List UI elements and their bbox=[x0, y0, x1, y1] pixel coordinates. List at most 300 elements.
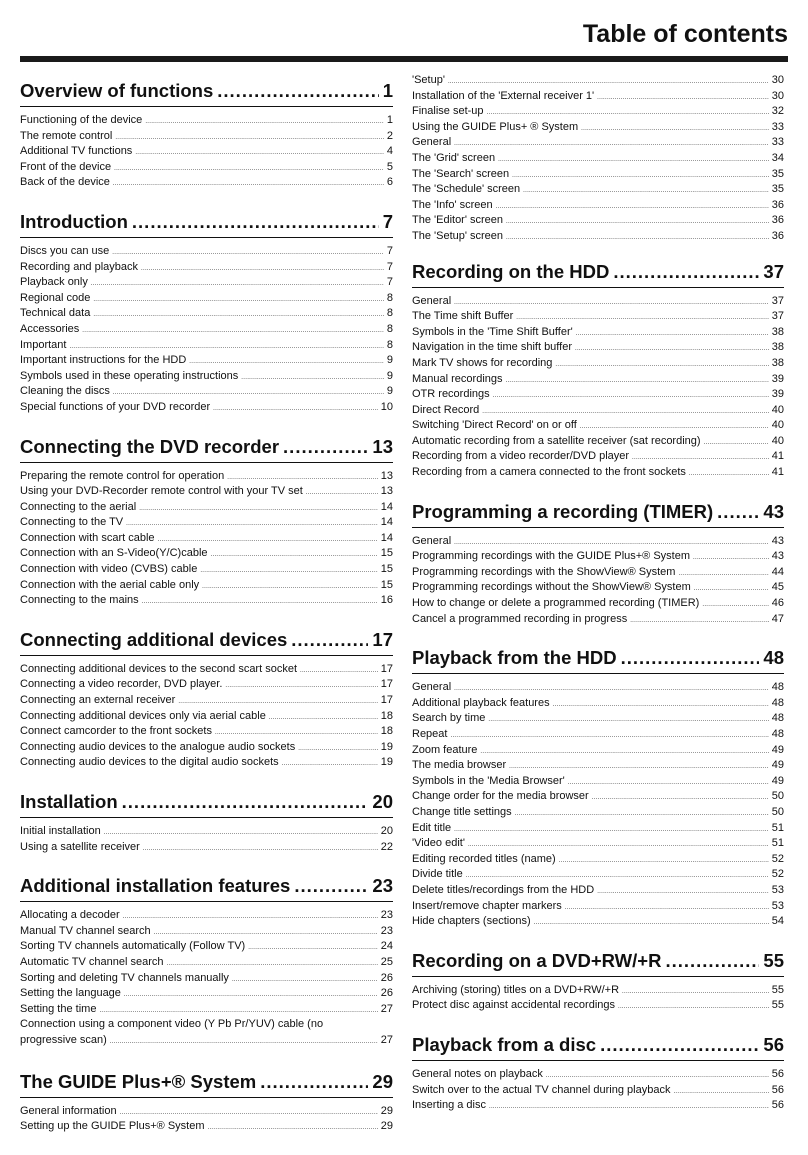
toc-section bbox=[412, 1034, 784, 1114]
toc-entry-text: Technical data bbox=[20, 307, 91, 320]
toc-entry[interactable] bbox=[20, 338, 393, 354]
toc-entry-text: Inserting a disc bbox=[412, 1099, 486, 1112]
toc-entry-page: 49 bbox=[771, 759, 784, 772]
toc-entry-page: 13 bbox=[380, 485, 393, 498]
leader-dots bbox=[225, 679, 377, 695]
toc-entry[interactable] bbox=[412, 167, 784, 183]
toc-entry[interactable] bbox=[20, 531, 393, 547]
spacer bbox=[412, 245, 784, 261]
toc-entry-line bbox=[20, 1033, 393, 1051]
toc-entry[interactable] bbox=[20, 908, 393, 924]
toc-entry-text: Accessories bbox=[20, 322, 80, 335]
leader-dots bbox=[592, 791, 769, 807]
leader-dots bbox=[115, 131, 384, 147]
toc-entry-page: 19 bbox=[380, 756, 393, 769]
leader-dots bbox=[613, 261, 759, 283]
toc-entry-page: 19 bbox=[380, 740, 393, 753]
toc-entry[interactable] bbox=[412, 852, 784, 868]
toc-entry[interactable] bbox=[412, 758, 784, 774]
toc-entry-page: 41 bbox=[771, 466, 784, 479]
toc-entry[interactable] bbox=[412, 983, 784, 999]
toc-entry-text: Mark TV shows for recording bbox=[412, 356, 553, 369]
leader-dots bbox=[618, 1000, 769, 1016]
toc-entry-page: 23 bbox=[380, 909, 393, 922]
toc-entry-text: Connecting audio devices to the digital audio sockets bbox=[20, 756, 279, 769]
toc-entry-page: 36 bbox=[771, 198, 784, 211]
toc-entry[interactable] bbox=[20, 955, 393, 971]
toc-entry-text: General bbox=[412, 534, 452, 547]
section-heading[interactable] bbox=[20, 629, 393, 656]
toc-entry-text: Playback only bbox=[20, 276, 88, 289]
toc-entry[interactable] bbox=[412, 449, 784, 465]
toc-entry[interactable] bbox=[412, 774, 784, 790]
toc-entry[interactable] bbox=[412, 182, 784, 198]
section-page: 55 bbox=[763, 949, 784, 971]
section-title: Recording on the HDD bbox=[412, 260, 610, 282]
leader-dots bbox=[145, 115, 384, 131]
toc-entry[interactable] bbox=[412, 418, 784, 434]
toc-entry-text: Divide title bbox=[412, 868, 463, 881]
toc-entry[interactable] bbox=[20, 384, 393, 400]
toc-entry[interactable] bbox=[412, 465, 784, 481]
leader-dots bbox=[553, 698, 769, 714]
toc-entry[interactable] bbox=[20, 469, 393, 485]
toc-entry[interactable] bbox=[20, 693, 393, 709]
toc-entry-page: 32 bbox=[771, 105, 784, 118]
leader-dots bbox=[534, 916, 769, 932]
toc-entry[interactable] bbox=[20, 562, 393, 578]
section-heading[interactable] bbox=[20, 875, 393, 902]
leader-dots bbox=[269, 711, 378, 727]
toc-entry-text: Connecting additional devices only via aerial cable bbox=[20, 709, 266, 722]
toc-entry[interactable] bbox=[20, 677, 393, 693]
leader-dots bbox=[693, 551, 769, 567]
section-heading[interactable] bbox=[20, 436, 393, 463]
toc-entry-text: Allocating a decoder bbox=[20, 909, 120, 922]
section-page: 13 bbox=[372, 435, 393, 457]
toc-entry-text: Change order for the media browser bbox=[412, 790, 589, 803]
toc-entry-text: Connecting an external receiver bbox=[20, 694, 176, 707]
section-page: 43 bbox=[763, 500, 784, 522]
toc-entry-page: 43 bbox=[771, 550, 784, 563]
leader-dots bbox=[498, 153, 769, 169]
leader-dots bbox=[298, 742, 378, 758]
section-title: Overview of functions bbox=[20, 80, 214, 101]
toc-entry-line: Connection using a component video (Y Pb Pr/YUV) cable (no bbox=[20, 1018, 324, 1031]
toc-entry[interactable] bbox=[20, 971, 393, 987]
toc-entry-text: Recording from a video recorder/DVD player bbox=[412, 450, 630, 463]
toc-entry[interactable] bbox=[412, 387, 784, 403]
toc-entry-text: Recording from a camera connected to the front sockets bbox=[412, 466, 686, 479]
toc-entry-text: The 'Info' screen bbox=[412, 198, 493, 211]
toc-entry-page: 15 bbox=[380, 578, 393, 591]
leader-dots bbox=[300, 664, 378, 680]
toc-entry[interactable] bbox=[20, 1104, 393, 1120]
toc-entry[interactable] bbox=[412, 680, 784, 696]
toc-entry[interactable] bbox=[412, 899, 784, 915]
toc-entry-page: 49 bbox=[771, 774, 784, 787]
toc-entry-text: Zoom feature bbox=[412, 743, 478, 756]
toc-entry-page: 26 bbox=[380, 971, 393, 984]
toc-entry-text: Additional TV functions bbox=[20, 145, 133, 158]
toc-section bbox=[20, 80, 393, 191]
toc-entry[interactable] bbox=[412, 309, 784, 325]
toc-entry[interactable] bbox=[20, 840, 393, 856]
toc-entry[interactable] bbox=[412, 789, 784, 805]
toc-entry[interactable] bbox=[412, 883, 784, 899]
toc-entry-page: 17 bbox=[380, 662, 393, 675]
toc-entry-text: Sorting TV channels automatically (Follow TV) bbox=[20, 940, 246, 953]
toc-entry-text: Protect disc against accidental recordings bbox=[412, 999, 615, 1012]
toc-entry-text: 'Setup' bbox=[412, 74, 445, 86]
toc-entry[interactable] bbox=[20, 824, 393, 840]
toc-entry-page: 50 bbox=[771, 790, 784, 803]
toc-entry[interactable] bbox=[412, 580, 784, 596]
toc-entry[interactable] bbox=[412, 73, 784, 89]
section-heading[interactable] bbox=[20, 80, 393, 107]
toc-entry[interactable] bbox=[20, 160, 393, 176]
toc-entry[interactable] bbox=[20, 260, 393, 276]
toc-entry[interactable] bbox=[20, 515, 393, 531]
section-page: 1 bbox=[382, 80, 393, 101]
toc-entry[interactable] bbox=[20, 306, 393, 322]
toc-entry[interactable] bbox=[20, 129, 393, 145]
toc-entry[interactable] bbox=[412, 821, 784, 837]
leader-dots bbox=[91, 277, 384, 293]
toc-entry[interactable] bbox=[412, 743, 784, 759]
toc-entry[interactable] bbox=[20, 724, 393, 740]
toc-entry-text: Direct Record bbox=[412, 403, 480, 416]
toc-entry-page: 17 bbox=[380, 694, 393, 707]
leader-dots bbox=[126, 517, 378, 533]
leader-dots bbox=[673, 1085, 768, 1101]
page-title: Table of contents bbox=[582, 20, 788, 48]
toc-entry[interactable] bbox=[20, 986, 393, 1002]
toc-entry-page: 22 bbox=[380, 840, 393, 853]
toc-entry-page: 36 bbox=[771, 229, 784, 242]
leader-dots bbox=[142, 595, 378, 611]
toc-entry[interactable] bbox=[412, 612, 784, 628]
toc-entry[interactable] bbox=[412, 1098, 784, 1114]
leader-dots bbox=[139, 502, 378, 518]
leader-dots bbox=[630, 614, 769, 630]
toc-entry-page: 54 bbox=[771, 915, 784, 928]
toc-entry[interactable] bbox=[20, 322, 393, 338]
toc-entry[interactable] bbox=[412, 1083, 784, 1099]
toc-entry-text: Connecting audio devices to the analogue audio sockets bbox=[20, 740, 296, 753]
toc-entry-page: 40 bbox=[771, 403, 784, 416]
leader-dots bbox=[689, 467, 769, 483]
leader-dots bbox=[123, 910, 378, 926]
toc-entry-text: Connecting to the mains bbox=[20, 594, 139, 607]
toc-entry-page: 24 bbox=[380, 940, 393, 953]
toc-left-column bbox=[20, 80, 393, 1155]
toc-entry-page: 9 bbox=[386, 369, 393, 382]
toc-entry[interactable] bbox=[412, 356, 784, 372]
toc-entry-text: progressive scan) bbox=[20, 1033, 107, 1046]
section-heading[interactable] bbox=[20, 791, 393, 818]
toc-entry-text: General information bbox=[20, 1104, 117, 1117]
leader-dots bbox=[282, 757, 378, 773]
toc-entry-text: Installation of the 'External receiver 1' bbox=[412, 89, 595, 102]
toc-entry[interactable] bbox=[20, 1017, 393, 1050]
section-heading[interactable] bbox=[20, 1071, 393, 1098]
toc-entry-text: Setting the language bbox=[20, 987, 121, 1000]
toc-entry-page: 55 bbox=[771, 999, 784, 1012]
toc-entry-page: 26 bbox=[380, 987, 393, 1000]
toc-entry-text: General notes on playback bbox=[412, 1067, 543, 1080]
toc-entry-page: 7 bbox=[386, 276, 393, 289]
toc-entry-text: Symbols used in these operating instructions bbox=[20, 369, 239, 382]
toc-entry[interactable] bbox=[412, 434, 784, 450]
toc-entry[interactable] bbox=[412, 867, 784, 883]
section-title: The GUIDE Plus+® System bbox=[20, 1070, 257, 1092]
toc-entry[interactable] bbox=[412, 213, 784, 229]
toc-entry-text: Using your DVD-Recorder remote control with your TV set bbox=[20, 485, 303, 498]
toc-entry[interactable] bbox=[20, 500, 393, 516]
toc-entry-page: 38 bbox=[771, 341, 784, 354]
leader-dots bbox=[678, 567, 768, 583]
toc-entry-text: Archiving (storing) titles on a DVD+RW/+R bbox=[412, 983, 620, 996]
toc-entry-page: 51 bbox=[771, 821, 784, 834]
toc-entry-page: 51 bbox=[771, 837, 784, 850]
toc-entry-text: Switching 'Direct Record' on or off bbox=[412, 419, 577, 432]
toc-entry[interactable] bbox=[20, 924, 393, 940]
toc-entry-page: 55 bbox=[771, 983, 784, 996]
toc-entry[interactable] bbox=[20, 484, 393, 500]
toc-entry[interactable] bbox=[412, 998, 784, 1014]
toc-entry[interactable] bbox=[412, 696, 784, 712]
section-title: Programming a recording (TIMER) bbox=[412, 500, 714, 522]
toc-entry-page: 5 bbox=[386, 160, 393, 173]
toc-entry[interactable] bbox=[412, 104, 784, 120]
toc-entry-page: 27 bbox=[380, 1002, 393, 1015]
toc-entry[interactable] bbox=[20, 755, 393, 771]
toc-entry-page: 10 bbox=[380, 400, 393, 413]
toc-entry-page: 53 bbox=[771, 883, 784, 896]
toc-entry[interactable] bbox=[20, 369, 393, 385]
section-heading[interactable] bbox=[412, 1034, 784, 1061]
section-heading[interactable] bbox=[412, 647, 784, 674]
toc-entry-text: Connection with the aerial cable only bbox=[20, 578, 200, 591]
toc-entry-page: 9 bbox=[386, 354, 393, 367]
toc-entry[interactable] bbox=[412, 89, 784, 105]
toc-entry[interactable] bbox=[20, 578, 393, 594]
toc-entry-page: 1 bbox=[386, 114, 393, 126]
toc-entry-text: Sorting and deleting TV channels manually bbox=[20, 971, 229, 984]
toc-entry-text: Special functions of your DVD recorder bbox=[20, 400, 211, 413]
section-heading[interactable] bbox=[412, 261, 784, 288]
toc-entry-page: 15 bbox=[380, 547, 393, 560]
toc-entry-text: Cancel a programmed recording in progress bbox=[412, 612, 628, 625]
toc-entry[interactable] bbox=[412, 805, 784, 821]
toc-entry[interactable] bbox=[20, 175, 393, 191]
leader-dots bbox=[283, 436, 368, 458]
leader-dots bbox=[217, 80, 378, 102]
toc-entry-text: Symbols in the 'Time Shift Buffer' bbox=[412, 325, 573, 338]
toc-entry-text: OTR recordings bbox=[412, 388, 490, 401]
toc-entry[interactable] bbox=[412, 534, 784, 550]
toc-entry-text: Navigation in the time shift buffer bbox=[412, 341, 572, 354]
toc-entry-text: Initial installation bbox=[20, 825, 101, 837]
leader-dots bbox=[559, 854, 769, 870]
section-page: 37 bbox=[763, 260, 784, 282]
toc-section bbox=[412, 647, 784, 930]
leader-dots bbox=[597, 885, 769, 901]
toc-entry-page: 53 bbox=[771, 899, 784, 912]
toc-entry[interactable] bbox=[20, 1119, 393, 1135]
leader-dots bbox=[454, 823, 769, 839]
toc-entry[interactable] bbox=[20, 244, 393, 260]
toc-entry[interactable] bbox=[20, 740, 393, 756]
toc-entry-page: 52 bbox=[771, 868, 784, 881]
toc-entry-text: Automatic recording from a satellite receiver (sat recording) bbox=[412, 434, 701, 447]
toc-entry-page: 18 bbox=[380, 709, 393, 722]
toc-entry[interactable] bbox=[20, 400, 393, 416]
toc-section bbox=[20, 211, 393, 416]
toc-entry-page: 16 bbox=[380, 594, 393, 607]
toc-entry[interactable] bbox=[412, 229, 784, 245]
toc-entry-page: 56 bbox=[771, 1083, 784, 1096]
toc-entry[interactable] bbox=[412, 403, 784, 419]
toc-entry[interactable] bbox=[412, 836, 784, 852]
toc-entry-page: 14 bbox=[380, 531, 393, 544]
toc-entry[interactable] bbox=[412, 1067, 784, 1083]
toc-section bbox=[20, 791, 393, 855]
toc-entry[interactable] bbox=[412, 198, 784, 214]
toc-entry[interactable] bbox=[20, 113, 393, 129]
leader-dots bbox=[597, 91, 769, 107]
toc-entry[interactable] bbox=[412, 914, 784, 930]
toc-entry-text: Connect camcorder to the front sockets bbox=[20, 725, 212, 738]
leader-dots bbox=[291, 629, 368, 651]
toc-entry-text: Connection with video (CVBS) cable bbox=[20, 563, 198, 576]
toc-entry[interactable] bbox=[20, 662, 393, 678]
leader-dots bbox=[506, 231, 769, 247]
leader-dots bbox=[523, 184, 769, 200]
toc-entry-page: 8 bbox=[386, 291, 393, 304]
leader-dots bbox=[480, 745, 768, 761]
section-heading[interactable] bbox=[412, 501, 784, 528]
leader-dots bbox=[506, 215, 769, 231]
toc-entry-page: 35 bbox=[771, 183, 784, 196]
toc-entry-text: Automatic TV channel search bbox=[20, 955, 164, 968]
toc-entry[interactable] bbox=[412, 151, 784, 167]
toc-section bbox=[20, 629, 393, 771]
toc-entry[interactable] bbox=[20, 353, 393, 369]
toc-entry[interactable] bbox=[20, 593, 393, 609]
toc-entry-text: General bbox=[412, 681, 452, 694]
leader-dots bbox=[241, 371, 384, 387]
toc-entry-page: 6 bbox=[386, 176, 393, 189]
toc-entry-text: Regional code bbox=[20, 291, 91, 304]
toc-entry-page: 20 bbox=[380, 825, 393, 837]
toc-entry-text: Programming recordings with the GUIDE Plus+® System bbox=[412, 550, 691, 563]
toc-entry[interactable] bbox=[20, 291, 393, 307]
toc-entry-page: 8 bbox=[386, 307, 393, 320]
toc-entry-text: Setting up the GUIDE Plus+® System bbox=[20, 1120, 205, 1133]
toc-entry[interactable] bbox=[20, 709, 393, 725]
toc-entry-text: Manual TV channel search bbox=[20, 924, 151, 937]
toc-entry[interactable] bbox=[20, 939, 393, 955]
toc-section bbox=[412, 261, 784, 481]
toc-entry[interactable] bbox=[412, 325, 784, 341]
toc-entry[interactable] bbox=[412, 549, 784, 565]
toc-right-column bbox=[412, 74, 784, 1134]
toc-section bbox=[412, 950, 784, 1014]
toc-entry[interactable] bbox=[412, 596, 784, 612]
leader-dots bbox=[493, 389, 769, 405]
toc-entry[interactable] bbox=[20, 546, 393, 562]
toc-entry-text: The 'Search' screen bbox=[412, 167, 510, 180]
leader-dots bbox=[506, 374, 769, 390]
toc-entry-text: Switch over to the actual TV channel during playback bbox=[412, 1083, 671, 1096]
toc-section bbox=[20, 1071, 393, 1135]
toc-entry-text: Front of the device bbox=[20, 160, 112, 173]
toc-entry-text: Edit title bbox=[412, 821, 452, 834]
toc-entry-page: 38 bbox=[771, 356, 784, 369]
toc-entry[interactable] bbox=[412, 340, 784, 356]
toc-section bbox=[412, 501, 784, 628]
leader-dots bbox=[488, 713, 768, 729]
toc-entry-page: 13 bbox=[380, 469, 393, 482]
toc-entry-text: Setting the time bbox=[20, 1002, 97, 1015]
toc-section bbox=[20, 875, 393, 1050]
section-title: Connecting the DVD recorder bbox=[20, 435, 280, 457]
toc-entry[interactable] bbox=[412, 711, 784, 727]
toc-entry-page: 15 bbox=[380, 563, 393, 576]
toc-entry-text: Functioning of the device bbox=[20, 114, 143, 126]
section-heading[interactable] bbox=[412, 950, 784, 977]
toc-entry-text: Insert/remove chapter markers bbox=[412, 899, 562, 912]
leader-dots bbox=[202, 580, 378, 596]
toc-entry-page: 34 bbox=[771, 151, 784, 164]
section-title: Recording on a DVD+RW/+R bbox=[412, 949, 662, 971]
section-page: 48 bbox=[763, 647, 784, 669]
toc-entry[interactable] bbox=[412, 727, 784, 743]
toc-entry-text: Additional playback features bbox=[412, 696, 550, 709]
toc-entry-text: Connecting a video recorder, DVD player. bbox=[20, 678, 223, 691]
leader-dots bbox=[122, 791, 369, 813]
leader-dots bbox=[232, 973, 378, 989]
section-page: 23 bbox=[372, 875, 393, 897]
toc-entry[interactable] bbox=[412, 120, 784, 136]
toc-entry-page: 18 bbox=[380, 725, 393, 738]
toc-entry-page: 35 bbox=[771, 167, 784, 180]
toc-entry[interactable] bbox=[412, 294, 784, 310]
toc-entry-text: Programming recordings with the ShowView® System bbox=[412, 565, 676, 578]
toc-entry[interactable] bbox=[412, 372, 784, 388]
leader-dots bbox=[260, 1071, 368, 1093]
toc-entry-page: 47 bbox=[771, 612, 784, 625]
continued-entries bbox=[412, 73, 784, 245]
toc-entry[interactable] bbox=[20, 275, 393, 291]
toc-entry-page: 43 bbox=[771, 534, 784, 547]
toc-entry[interactable] bbox=[20, 144, 393, 160]
section-title: Playback from a disc bbox=[412, 1033, 597, 1055]
toc-entry-page: 8 bbox=[386, 338, 393, 351]
toc-entry[interactable] bbox=[20, 1002, 393, 1018]
leader-dots bbox=[621, 647, 760, 669]
section-heading[interactable] bbox=[20, 211, 393, 238]
toc-entry-page: 44 bbox=[771, 565, 784, 578]
toc-entry-page: 52 bbox=[771, 852, 784, 865]
toc-entry[interactable] bbox=[412, 565, 784, 581]
toc-entry-page: 4 bbox=[386, 145, 393, 158]
toc-entry-page: 25 bbox=[380, 955, 393, 968]
toc-entry[interactable] bbox=[412, 135, 784, 151]
toc-entry-text: Using a satellite receiver bbox=[20, 840, 140, 853]
